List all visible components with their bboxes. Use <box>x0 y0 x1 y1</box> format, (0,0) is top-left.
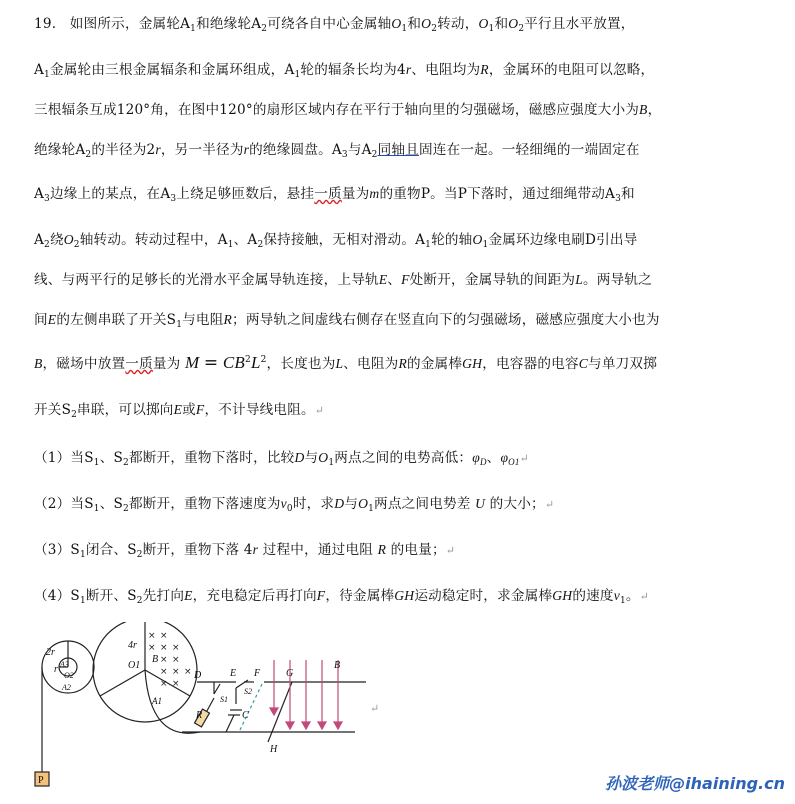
label-f: F <box>254 668 261 679</box>
svg-text:×: × <box>160 679 168 689</box>
label-b-in: B <box>152 654 159 665</box>
svg-text:×: × <box>148 643 156 653</box>
label-d: D <box>194 670 202 681</box>
label-g: G <box>286 668 294 679</box>
question-line-4: 绝缘轮$A_2$的半径为2r，另一半径为r的绝缘圆盘。$A_3$与$A_2$同轴且固连在一起。一轻细绳的一端固定在 <box>34 142 640 160</box>
label-c: C <box>242 710 249 721</box>
question-line-6: $A_2$绕$O_2$轴转动。转动过程中，$A_1$、$A_2$保持接触，无相对滑动。$A_1$轮的轴$O_1$金属环边缘电刷D引出导 <box>34 232 638 250</box>
part-2: （2）当$S_1$、$S_2$都断开，重物下落速度为$v_0$时，求D与$O_1$两点之间电势差 U 的大小；↵ <box>34 496 555 514</box>
label-r: r <box>54 664 58 675</box>
label-p: P <box>38 775 44 786</box>
question-line-8: 间E的左侧串联了开关$S_1$与电阻R；两导轨之间虚线右侧存在竖直向下的匀强磁场，磁感应强度大小也为 <box>34 312 660 330</box>
svg-text:↵: ↵ <box>370 702 380 715</box>
question-line-3: 三根辐条互成120°角，在图中120°的扇形区域内存在平行于轴向里的匀强磁场，磁感应强度大小为B， <box>34 102 662 118</box>
question-number: 19. <box>34 16 57 32</box>
label-s1: S1 <box>220 695 228 704</box>
question-line-7: 线、与两平行的足够长的光滑水平金属导轨连接，上导轨E、F处断开，金属导轨的间距为L。两导轨之 <box>34 272 652 288</box>
label-o1: O1 <box>128 660 141 671</box>
svg-text:×: × <box>160 631 168 641</box>
part-1: （1）当$S_1$、$S_2$都断开，重物下落时，比较D与$O_1$两点之间的电势高低：$\varphi_D$、$\varphi_{O1}↵$ <box>34 450 529 468</box>
svg-text:×: × <box>160 643 168 653</box>
label-o2: O2 <box>64 671 74 680</box>
question-line-2: $A_1$金属轮由三根金属辐条和金属环组成，$A_1$轮的辐条长均为4r、电阻均为R，金属环的电阻可以忽略， <box>34 62 655 80</box>
label-s2: S2 <box>244 687 252 696</box>
question-line-5: $A_3$边缘上的某点，在$A_3$上绕足够匝数后，悬挂一质量为m的重物P。当P下落时，通过细绳带动$A_3$和 <box>34 186 635 204</box>
label-2r: 2r <box>46 647 55 658</box>
part-3: $(3)S_1$闭合、$S_2$断开，重物下落 4r 过程中，通过电阻 R 的电量；↵ <box>34 542 456 560</box>
question-line-10: 开关$S_2$串联，可以掷向E或F，不计导线电阻。↵ <box>34 402 325 420</box>
part-4: $(4)S_1$断开、$S_2$先打向E，充电稳定后再打向F，待金属棒GH运动稳定时，求金属棒GH的速度$v_1$。↵ <box>34 588 650 606</box>
svg-text:×: × <box>184 667 192 677</box>
svg-text:×: × <box>160 667 168 677</box>
question-line-1: 19. 如图所示，金属轮$A_1$和绝缘轮$A_2$可绕各自中心金属轴$O_1$和$O_2$转动，$O_1$和$O_2$平行且水平放置， <box>34 16 635 34</box>
label-a2: A2 <box>62 683 71 692</box>
watermark-footer: 孙波老师@ihaining.cn <box>605 774 785 793</box>
physics-diagram <box>30 622 390 798</box>
label-r-resistor: R <box>196 710 203 721</box>
question-line-9: B，磁场中放置一质量为 $M = CB^2L^2$，长度也为L、电阻为R的金属棒GH，电容器的电容C与单刀双掷 <box>34 353 658 373</box>
label-b-field: B <box>334 660 341 671</box>
svg-text:×: × <box>172 667 180 677</box>
svg-text:×: × <box>172 679 180 689</box>
svg-text:×: × <box>160 655 168 665</box>
label-a3: A3 <box>60 660 69 669</box>
label-h: H <box>270 744 278 755</box>
svg-text:×: × <box>172 643 180 653</box>
label-4r: 4r <box>128 640 137 651</box>
svg-text:×: × <box>172 655 180 665</box>
label-e: E <box>230 668 237 679</box>
svg-text:×: × <box>148 631 156 641</box>
label-a1: A1 <box>152 696 162 706</box>
